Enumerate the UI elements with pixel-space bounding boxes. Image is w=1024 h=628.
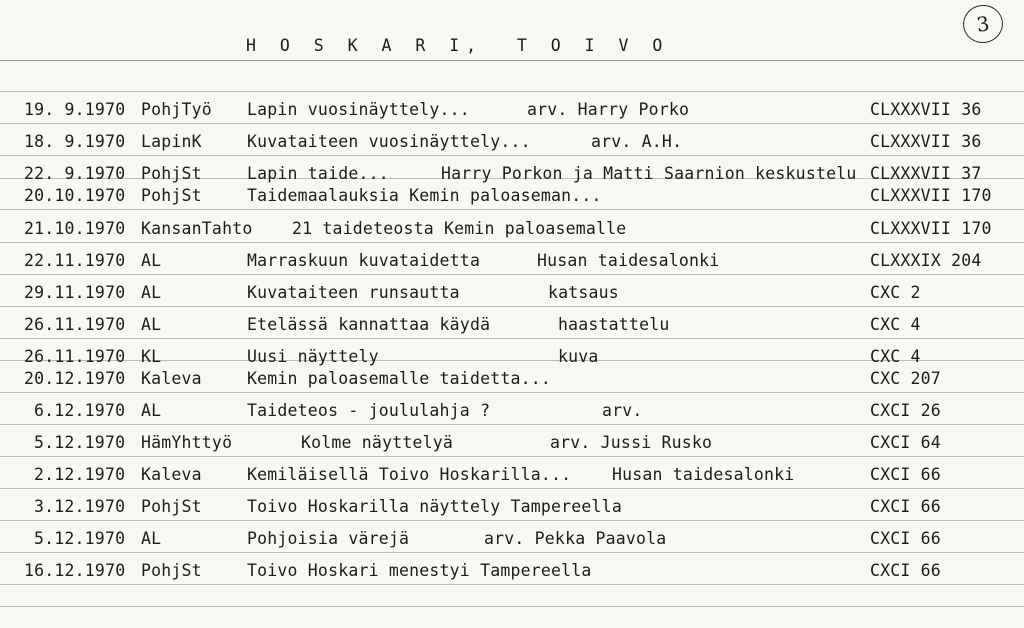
entry-paper: HämYhttyö [141,433,233,452]
entry-ref: CXCI 64 [870,433,941,452]
entry-date: 5.12.1970 [34,433,126,452]
ruled-line [0,424,1024,425]
entry-note: Husan taidesalonki [612,465,795,484]
entry-ref: CLXXXVII 37 [870,164,982,183]
ruled-line [0,155,1024,156]
entry-title: Toivo Hoskari menestyi Tampereella [247,561,592,580]
ruled-line [0,606,1024,607]
entry-ref: CXCI 66 [870,529,941,548]
entry-paper: AL [141,315,162,334]
ruled-line [0,123,1024,124]
entry-note: Husan taidesalonki [537,251,720,270]
entry-ref: CXC 207 [870,369,941,388]
ruled-line [0,456,1024,457]
entry-date: 18. 9.1970 [24,132,126,151]
ruled-line [0,552,1024,553]
entry-title: Toivo Hoskarilla näyttely Tampereella [247,497,622,516]
entry-paper: KL [141,347,162,366]
entry-title: Uusi näyttely [247,347,379,366]
entry-ref: CLXXXVII 36 [870,132,982,151]
entry-note: arv. [602,401,643,420]
entry-note: arv. Harry Porko [527,100,690,119]
entry-date: 22.11.1970 [24,251,126,270]
entry-note: Harry Porkon ja Matti Saarnion keskustelu [441,164,857,183]
entry-paper: PohjTyö [141,100,212,119]
entry-note: kuva [558,347,599,366]
entry-paper: AL [141,283,162,302]
entry-ref: CLXXXVII 36 [870,100,982,119]
ruled-line [0,520,1024,521]
entry-ref: CXCI 66 [870,561,941,580]
page-number-circle: 3 [961,2,1006,45]
ruled-line [0,338,1024,339]
entry-note: arv. Pekka Paavola [484,529,667,548]
entry-paper: LapinK [141,132,202,151]
card-title: H O S K A R I, T O I V O [246,36,670,55]
ruled-line [0,274,1024,275]
ruled-line [0,91,1024,92]
entry-ref: CLXXXIX 204 [870,251,982,270]
entry-paper: AL [141,251,162,270]
entry-title: 21 taideteosta Kemin paloasemalle [292,219,627,238]
entry-title: Kemin paloasemalle taidetta... [247,369,552,388]
ruled-line [0,209,1024,210]
entry-date: 3.12.1970 [34,497,126,516]
entry-paper: PohjSt [141,497,202,516]
entry-date: 20.10.1970 [24,186,126,205]
entry-paper: Kaleva [141,369,202,388]
entry-date: 29.11.1970 [24,283,126,302]
entry-date: 2.12.1970 [34,465,126,484]
entry-title: Kemiläisellä Toivo Hoskarilla... [247,465,572,484]
ruled-line [0,306,1024,307]
entry-paper: PohjSt [141,186,202,205]
entry-date: 5.12.1970 [34,529,126,548]
entry-paper: PohjSt [141,561,202,580]
entry-title: Taidemaalauksia Kemin paloaseman... [247,186,602,205]
ruled-line [0,584,1024,585]
entry-ref: CXCI 26 [870,401,941,420]
entry-ref: CXC 4 [870,315,921,334]
entry-date: 26.11.1970 [24,347,126,366]
entry-note: arv. A.H. [591,132,683,151]
entry-date: 21.10.1970 [24,219,126,238]
entry-title: Taideteos - joululahja ? [247,401,491,420]
entry-paper: KansanTahto [141,219,253,238]
entry-paper: PohjSt [141,164,202,183]
ruled-line [0,488,1024,489]
ruled-line [0,242,1024,243]
entry-note: haastattelu [558,315,670,334]
entry-date: 20.12.1970 [24,369,126,388]
entry-date: 16.12.1970 [24,561,126,580]
entry-title: Kuvataiteen runsautta [247,283,460,302]
entry-note: arv. Jussi Rusko [550,433,713,452]
entry-title: Lapin taide... [247,164,389,183]
entry-paper: Kaleva [141,465,202,484]
entry-paper: AL [141,401,162,420]
entry-date: 26.11.1970 [24,315,126,334]
entry-date: 6.12.1970 [34,401,126,420]
entry-title: Pohjoisia värejä [247,529,410,548]
entry-paper: AL [141,529,162,548]
entry-ref: CLXXXVII 170 [870,219,992,238]
header-rule [0,60,1024,61]
ruled-line [0,392,1024,393]
entry-title: Kolme näyttelyä [301,433,454,452]
entry-ref: CXCI 66 [870,497,941,516]
entry-ref: CLXXXVII 170 [870,186,992,205]
entry-ref: CXC 4 [870,347,921,366]
entry-date: 22. 9.1970 [24,164,126,183]
entry-ref: CXCI 66 [870,465,941,484]
entry-ref: CXC 2 [870,283,921,302]
entry-title: Marraskuun kuvataidetta [247,251,481,270]
entry-date: 19. 9.1970 [24,100,126,119]
entry-note: katsaus [548,283,619,302]
entry-title: Lapin vuosinäyttely... [247,100,470,119]
entry-title: Etelässä kannattaa käydä [247,315,491,334]
entry-title: Kuvataiteen vuosinäyttely... [247,132,531,151]
